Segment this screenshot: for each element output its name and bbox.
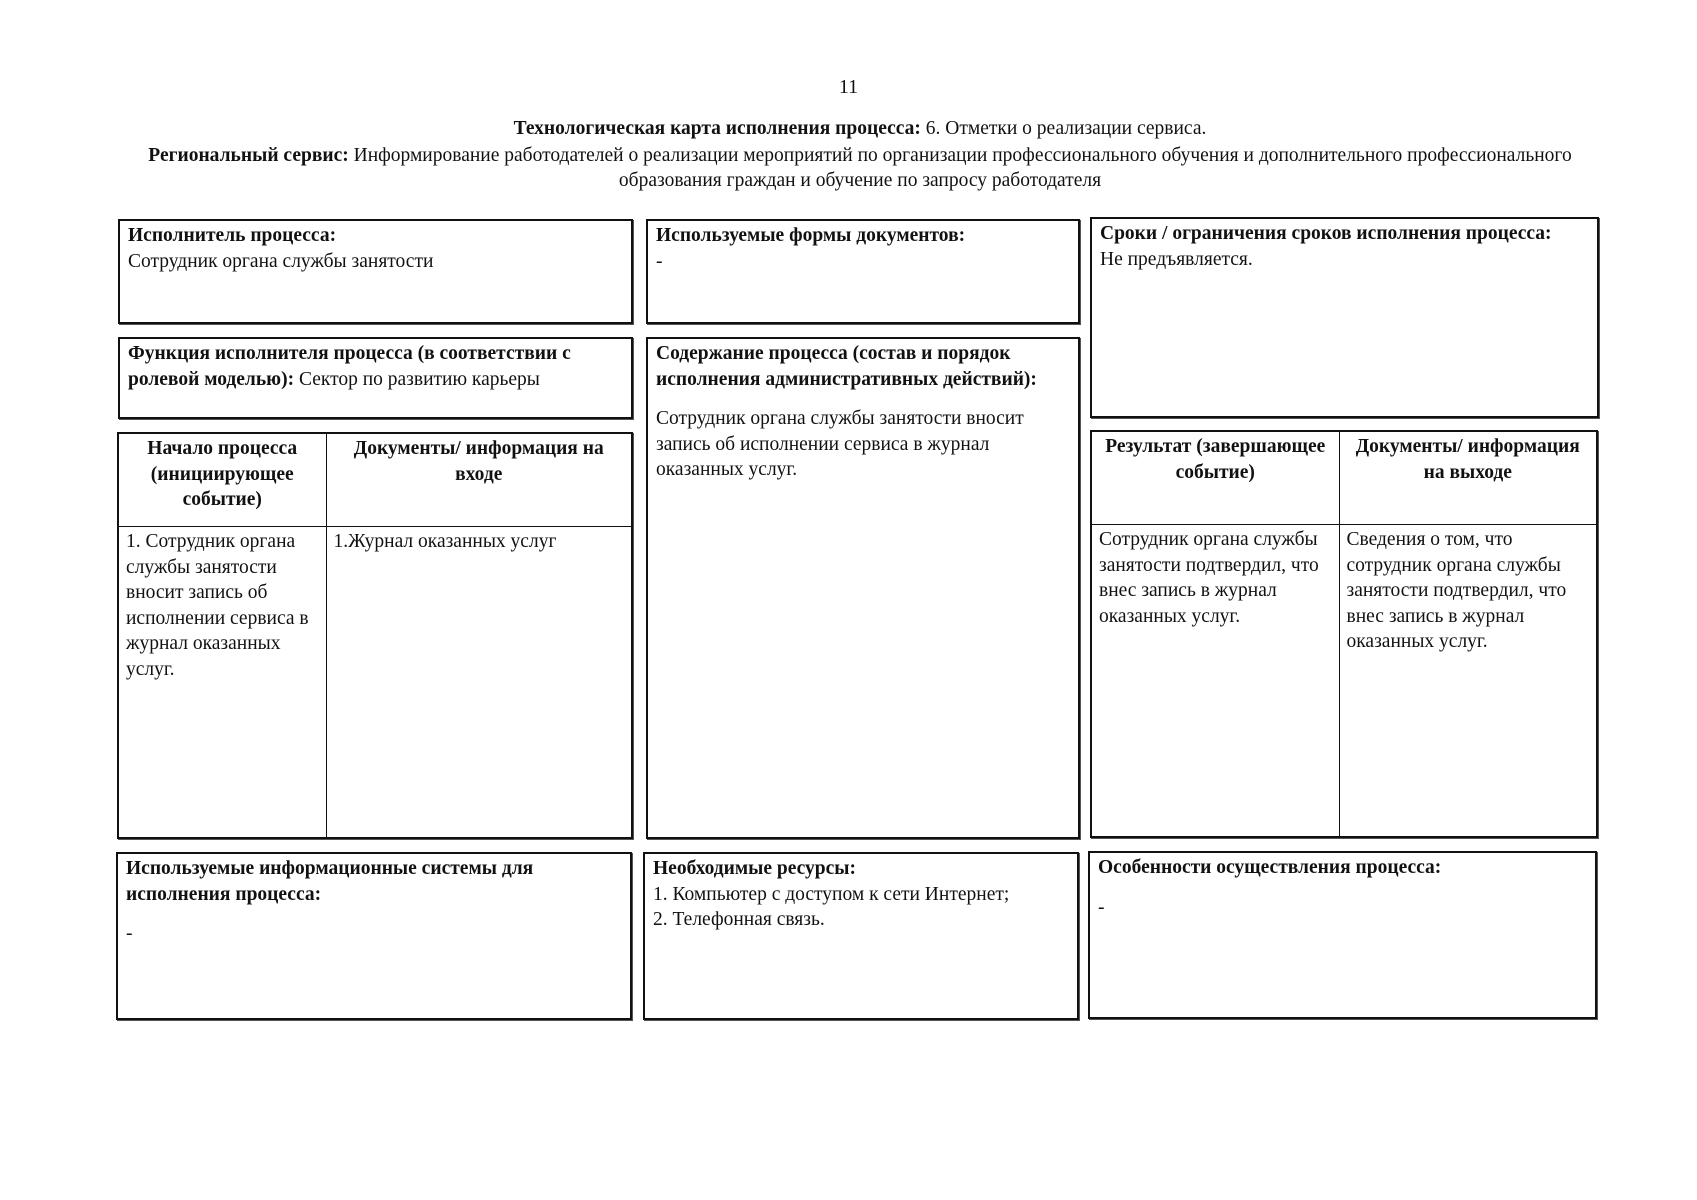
deadlines-title: Сроки / ограничения сроков исполнения процесса: xyxy=(1100,223,1552,244)
forms-box xyxy=(646,219,1080,324)
info-systems-title: Используемые информационные системы для исполнения процесса: xyxy=(126,858,534,905)
card-title-label: Технологическая карта исполнения процесса: xyxy=(513,118,921,139)
forms-title: Используемые формы документов: xyxy=(656,225,966,246)
card-title xyxy=(120,116,1600,141)
page-number: 11 xyxy=(838,76,859,98)
result-header: Результат (завершающее событие) xyxy=(1092,432,1339,525)
forms-value: - xyxy=(656,250,663,272)
start-table-box xyxy=(117,432,633,839)
result-table xyxy=(1092,432,1596,836)
result-cell: Сотрудник органа службы занятости подтвердил, что внес запись в журнал оказанных услуг. xyxy=(1092,525,1339,837)
info-systems-box xyxy=(116,852,632,1020)
content-value: Сотрудник органа службы занятости вносит запись об исполнении сервиса в журнал оказанных услуг. xyxy=(656,408,1024,480)
input-docs-header: Документы/ информация на входе xyxy=(326,434,631,527)
info-systems-value: - xyxy=(126,923,133,944)
function-title: Функция исполнителя процесса (в соответствии с ролевой моделью): xyxy=(128,343,571,390)
result-table-box xyxy=(1090,430,1598,838)
start-header: Начало процесса (инициирующее событие) xyxy=(119,434,326,527)
executor-value: Сотрудник органа службы занятости xyxy=(128,250,434,272)
output-docs-cell: Сведения о том, что сотрудник органа службы занятости подтвердил, что внес запись в журнал оказанных услуг. xyxy=(1339,525,1596,837)
start-cell: 1. Сотрудник органа службы занятости вносит запись об исполнении сервиса в журнал оказанных услуг. xyxy=(119,527,326,838)
features-value: - xyxy=(1098,896,1105,918)
function-value: Сектор по развитию карьеры xyxy=(294,368,540,390)
features-title: Особенности осуществления процесса: xyxy=(1098,857,1442,878)
output-docs-header: Документы/ информация на выходе xyxy=(1339,432,1596,525)
card-title-value: 6. Отметки о реализации сервиса. xyxy=(920,118,1207,139)
resources-title: Необходимые ресурсы: xyxy=(653,858,857,879)
executor-box xyxy=(118,219,633,324)
resources-value: 1. Компьютер с доступом к сети Интернет; 2. Телефонная связь. xyxy=(653,883,1010,930)
resources-box xyxy=(643,852,1079,1020)
deadlines-box xyxy=(1090,217,1599,418)
deadlines-value: Не предъявляется. xyxy=(1100,248,1253,270)
service-title xyxy=(120,143,1600,193)
service-title-value: Информирование работодателей о реализации мероприятий по организации профессионального обучения и дополнительного профессионального образования граждан и обучение по запросу работодателя xyxy=(348,145,1572,191)
start-table xyxy=(119,434,631,837)
service-title-label: Региональный сервис: xyxy=(148,145,349,166)
executor-title: Исполнитель процесса: xyxy=(128,225,337,246)
input-docs-cell: 1.Журнал оказанных услуг xyxy=(326,527,631,838)
content-box xyxy=(646,337,1080,839)
content-title: Содержание процесса (состав и порядок исполнения административных действий): xyxy=(656,343,1037,390)
function-box xyxy=(118,337,633,419)
features-box xyxy=(1088,851,1597,1019)
